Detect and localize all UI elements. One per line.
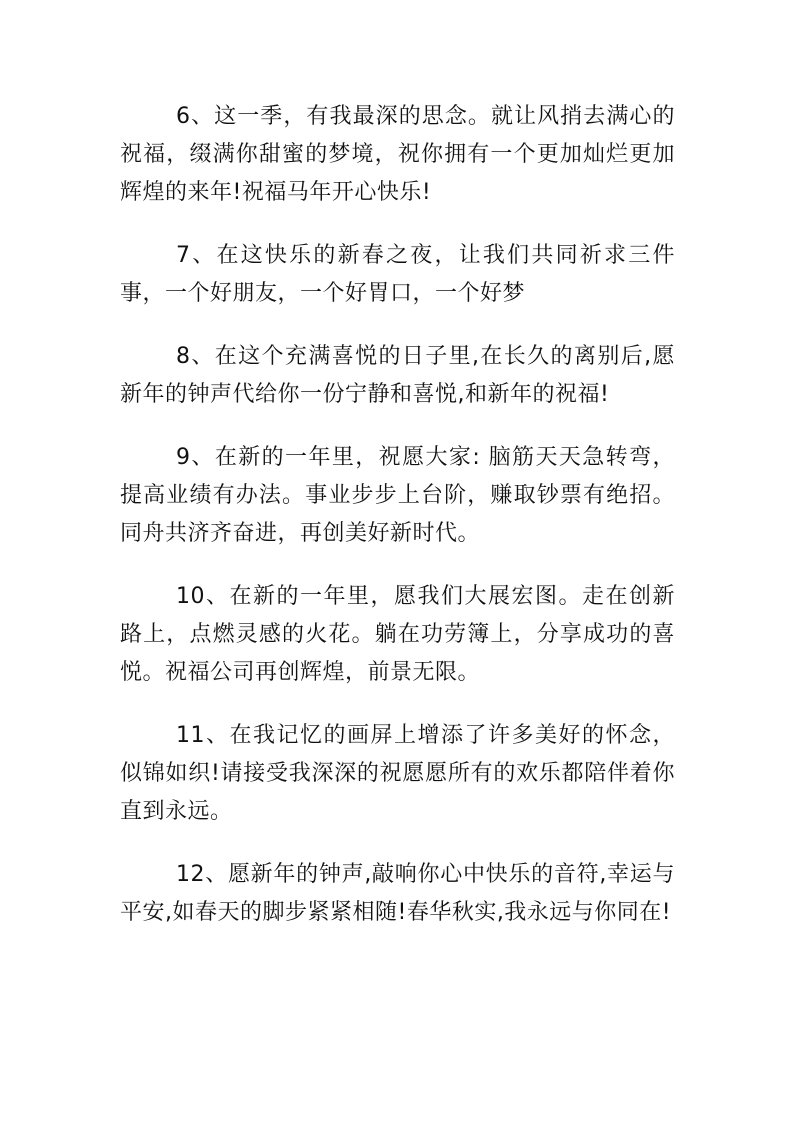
paragraph-9: 9、在新的一年里，祝愿大家: 脑筋天天急转弯，提高业绩有办法。事业步步上台阶，赚取钞票有绝招。同舟共济齐奋进，再创美好新时代。 [120, 445, 675, 546]
document-body [120, 98, 675, 957]
paragraph-6: 6、这一季，有我最深的思念。就让风捎去满心的祝福，缀满你甜蜜的梦境，祝你拥有一个更加灿烂更加辉煌的来年!祝福马年开心快乐! [120, 104, 675, 205]
paragraph-12: 12、愿新年的钟声,敲响你心中快乐的音符,幸运与平安,如春天的脚步紧紧相随!春华秋实,我永远与你同在! [120, 862, 675, 925]
paragraph-8: 8、在这个充满喜悦的日子里,在长久的离别后,愿新年的钟声代给你一份宁静和喜悦,和新年的祝福! [120, 344, 675, 407]
paragraph-7: 7、在这快乐的新春之夜，让我们共同祈求三件事，一个好朋友，一个好胃口，一个好梦 [120, 243, 675, 306]
paragraph-11: 11、在我记忆的画屏上增添了许多美好的怀念，似锦如织!请接受我深深的祝愿愿所有的欢乐都陪伴着你直到永远。 [120, 723, 675, 824]
paragraph-10: 10、在新的一年里，愿我们大展宏图。走在创新路上，点燃灵感的火花。躺在功劳簿上，分享成功的喜悦。祝福公司再创辉煌，前景无限。 [120, 584, 675, 685]
